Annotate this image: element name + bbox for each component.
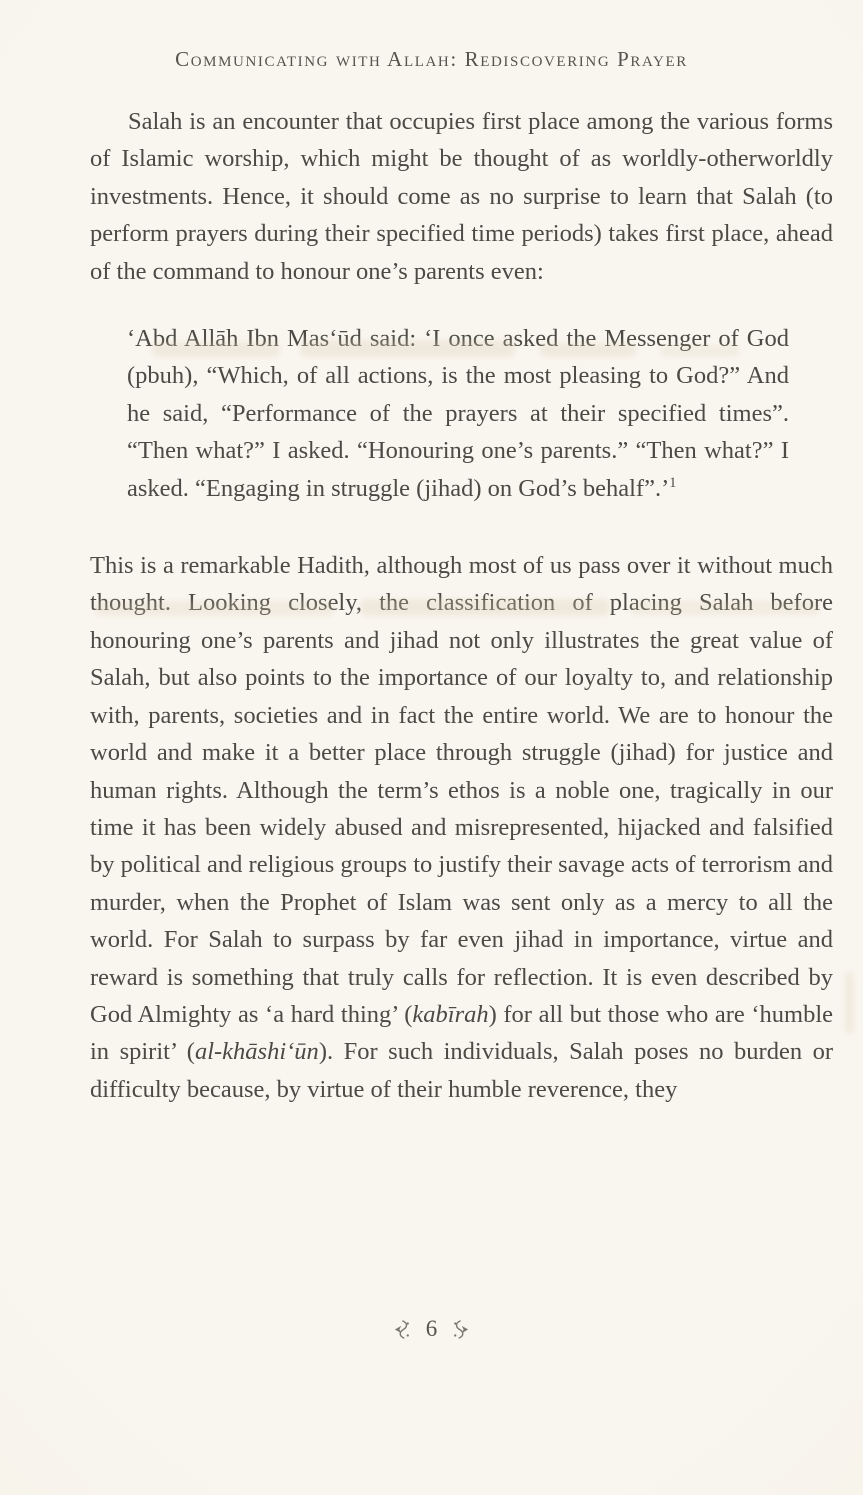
italic-term-al-khashiun: al-khāshi‘ūn bbox=[194, 1038, 319, 1066]
page-footer bbox=[0, 1316, 863, 1342]
running-header: Communicating with Allah: Rediscovering Prayer bbox=[175, 47, 688, 71]
commentary-text-1: This is a remarkable Hadith, although most of us pass over it without much thought. Looking closely, the classification of placing Salah before honouring one’s parents and jihad not only illustrates the great value of Salah, but also points to the importance of our loyalty to, and relationship with, parents, societies and in fact the entire world. We are to honour the world and make it a better place through struggle (jihad) for justice and human rights. Although the term’s ethos is a noble one, tragically in our time it has been widely abused and misrepresented, hijacked and falsified by political and religious groups to justify their savage acts of terrorism and murder, when the Prophet of Islam was sent only as a mercy to all the world. For Salah to surpass by far even jihad in importance, virtue and reward is something that truly calls for reflection. It is even described by God Almighty as ‘a hard thing’ ( bbox=[90, 552, 833, 1028]
italic-term-kabirah: kabīrah bbox=[412, 1000, 489, 1028]
blockquote-text: ‘Abd Allāh Ibn Mas‘ūd said: ‘I once asked the Messenger of God (pbuh), “Which, of all actions, is the most pleasing to God?” And he said, “Performance of the prayers at their specified times”. “Then what?” I asked. “Honouring one’s parents.” “Then what?” I asked. “Engaging in struggle (jihad) on God’s behalf”.’ bbox=[127, 325, 789, 502]
fleuron-right-icon bbox=[452, 1319, 469, 1340]
footnote-marker: 1 bbox=[669, 474, 677, 491]
page-number: 6 bbox=[425, 1316, 438, 1341]
page-body bbox=[90, 103, 833, 1108]
show-through-smudge bbox=[845, 972, 854, 1034]
paragraph-commentary bbox=[90, 547, 833, 1108]
fleuron-left-icon bbox=[394, 1319, 411, 1340]
commentary-text-2: ) for all but those who are ‘humble in spirit’ ( bbox=[90, 1000, 834, 1066]
hadith-blockquote bbox=[127, 320, 789, 507]
commentary-text-3: ). For such individuals, Salah poses no burden or difficulty because, by virtue of their humble reverence, they bbox=[90, 1038, 834, 1103]
paragraph-intro: Salah is an encounter that occupies first place among the various forms of Islamic worship, which might be thought of as worldly-otherworldly investments. Hence, it should come as no surprise to learn that Salah (to perform prayers during their specified time periods) takes first place, ahead of the command to honour one’s parents even: bbox=[90, 108, 833, 285]
